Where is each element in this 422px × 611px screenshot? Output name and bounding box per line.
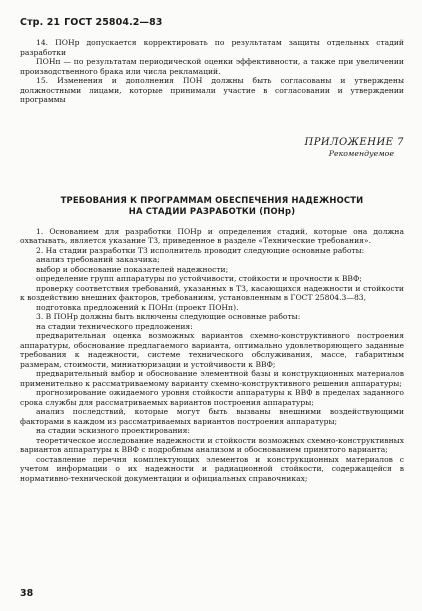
section-title-line-1: ТРЕБОВАНИЯ К ПРОГРАММАМ ОБЕСПЕЧЕНИЯ НАДЕЖНОСТИ: [60, 194, 364, 205]
paragraph: 14. ПОНр допускается корректировать по результатам защиты отдельных стадий разработки: [20, 38, 404, 57]
paragraph: прогнозирование ожидаемого уровня стойкости аппаратуры к ВВФ в пределах заданного срока службы для рассматриваемых вариантов построения аппаратуры;: [20, 388, 404, 407]
paragraph: 15. Изменения и дополнения ПОН должны быть согласованы и утверждены должностными лицами, которые принимали участие в согласовании и утверждении программы: [20, 76, 404, 104]
body-paragraphs: [20, 227, 404, 484]
paragraph: проверку соответствия требований, указанных в ТЗ, касающихся надежности и стойкости к воздействию внешних факторов, требованиям, установленным в ГОСТ 25804.3—83,: [20, 283, 404, 302]
paragraph: анализ последствий, которые могут быть вызваны внешними воздействующими факторами в каждом из рассматриваемых вариантов построения аппаратуры;: [20, 407, 404, 426]
section-title-line-2: НА СТАДИИ РАЗРАБОТКИ (ПОНр): [128, 205, 296, 216]
appendix-label: ПРИЛОЖЕНИЕ 7: [304, 136, 404, 148]
top-paragraphs: [20, 38, 404, 105]
paragraph: теоретическое исследование надежности и стойкости возможных схемно-конструктивных вариантов аппаратуры к ВВФ с подробным анализом и обоснованием принятого варианта;: [20, 435, 404, 454]
paragraph: ПОНп — по результатам периодической оценки эффективности, а также при увеличении производственного брака или числа рекламаций.: [20, 57, 404, 76]
appendix-note: Рекомендуемое: [328, 148, 394, 158]
paragraph: подготовка предложений к ПОНп (проект ПОНп).: [36, 302, 239, 312]
page-label: Стр. 21: [20, 17, 61, 28]
paragraph: определение групп аппаратуры по устойчивости, стойкости и прочности к ВВФ;: [36, 274, 362, 283]
paragraph: предварительный выбор и обоснование элементной базы и конструкционных материалов применительно к рассматриваемому варианту схемно-конструктивного решения аппаратуры;: [20, 369, 404, 388]
paragraph: составление перечня комплектующих элементов и конструкционных материалов с учетом информации о их надежности и радиационной стойкости, содержащейся в нормативно-технической документации и официальных справочниках;: [20, 454, 404, 483]
paragraph: на стадии эскизного проектирования:: [36, 426, 190, 435]
paragraph: анализ требований заказчика;: [36, 255, 160, 264]
document-body: [20, 38, 404, 483]
gost-number: ГОСТ 25804.2—83: [64, 17, 163, 28]
page-number: 38: [20, 588, 34, 599]
paragraph: 2. На стадии разработки ТЗ исполнитель проводит следующие основные работы:: [36, 245, 365, 255]
paragraph: предварительная оценка возможных вариантов схемно-конструктивного построения аппаратуры, обоснование предлагаемого варианта, оптимально удовлетворяющего заданные требования к надежности, системе технического обслуживания, массе, габаритным размерам, стоимости, миниатюризации и устойчивости к ВВФ;: [20, 331, 404, 369]
page-header: [20, 17, 163, 28]
paragraph: 1. Основанием для разработки ПОНр и определения стадий, которые она должна охватывать, является указание ТЗ, приведенное в разделе «Технические требования».: [20, 226, 404, 245]
paragraph: выбор и обоснование показателей надежности;: [36, 264, 229, 274]
paragraph: на стадии технического предложения:: [36, 321, 193, 331]
paragraph: 3. В ПОНр должны быть включены следующие основные работы:: [36, 312, 301, 321]
